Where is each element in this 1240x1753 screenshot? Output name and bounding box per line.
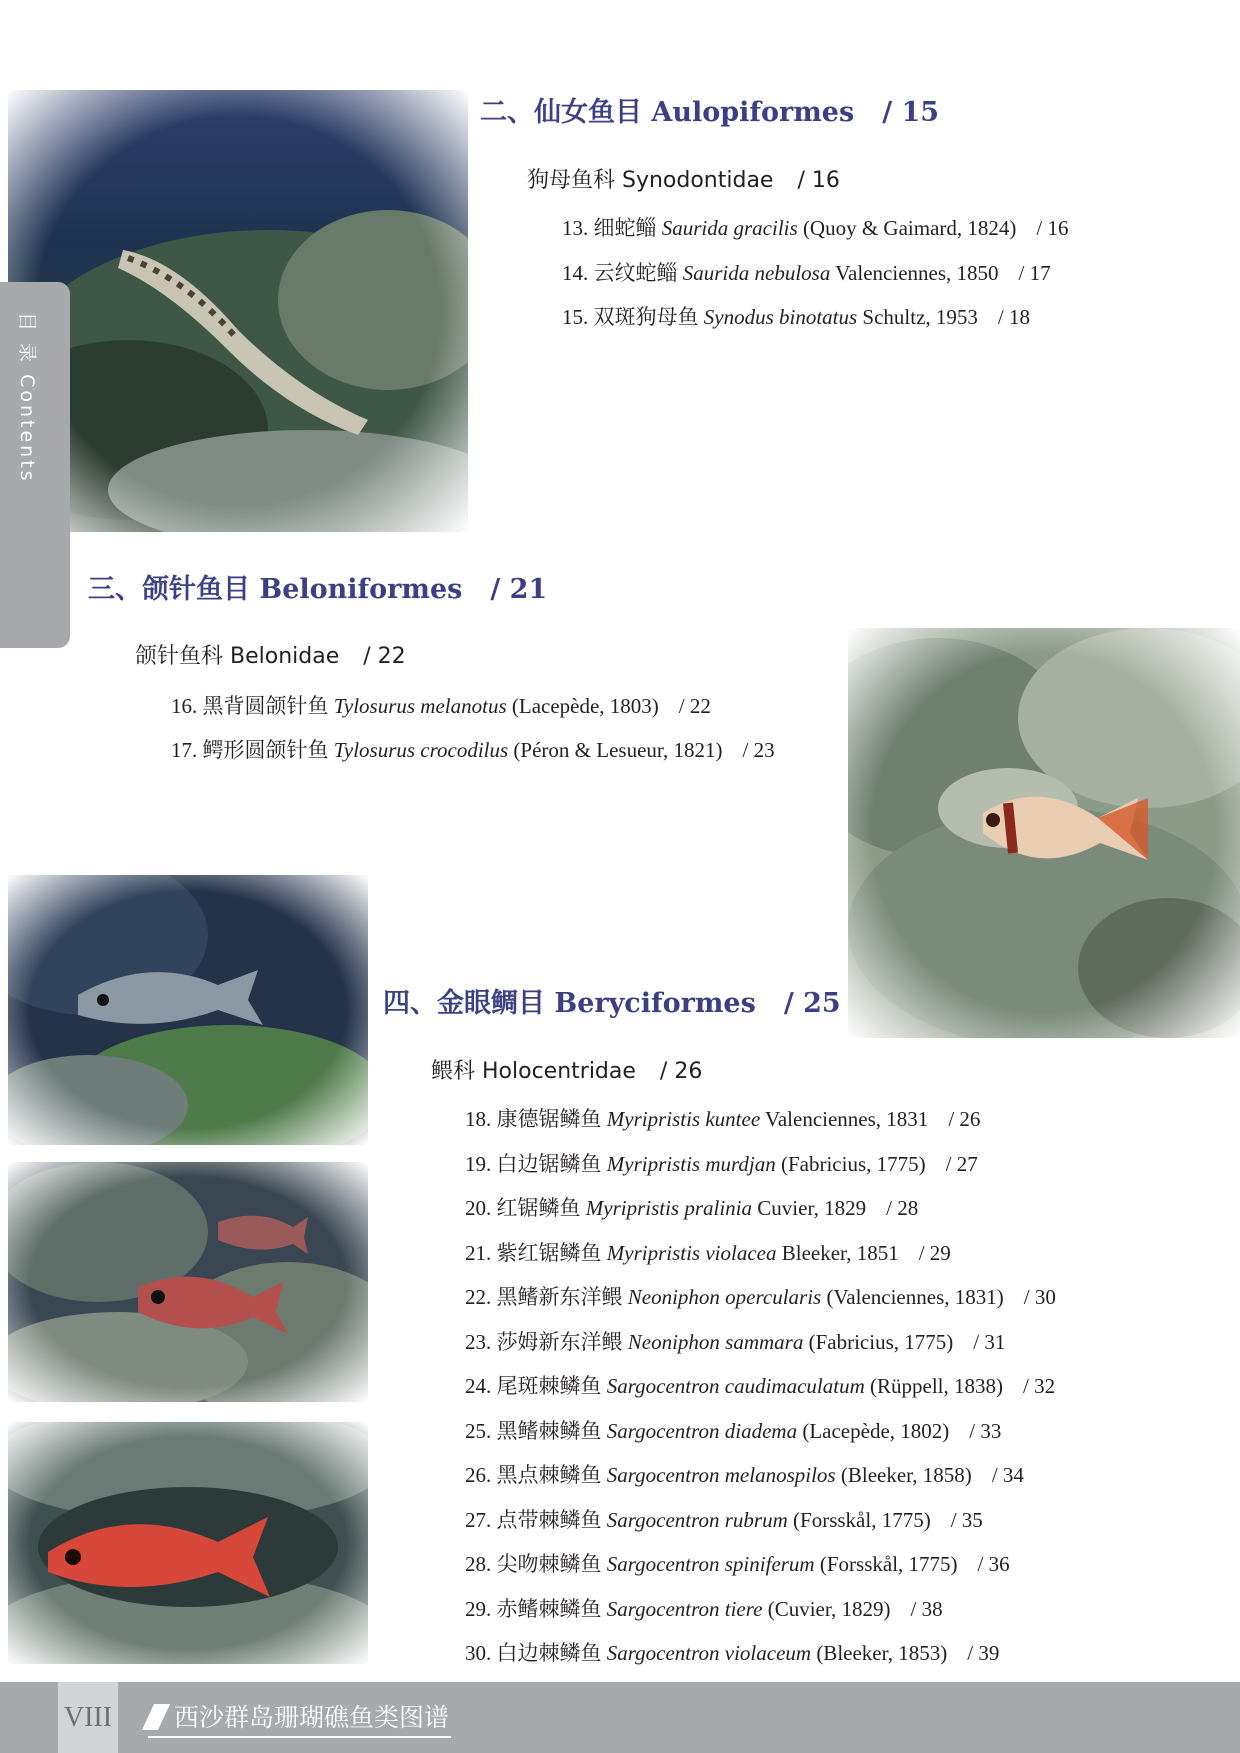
entry-authority: Valenciennes, 1831 bbox=[765, 1107, 929, 1131]
entry-scientific-name: Myripristis violacea bbox=[606, 1240, 777, 1265]
entry-number: 26. bbox=[465, 1463, 492, 1487]
toc-entry bbox=[171, 690, 711, 720]
entry-chinese-name: 云纹蛇鲻 bbox=[593, 261, 678, 285]
entry-authority: (Fabricius, 1775) bbox=[808, 1329, 954, 1354]
entry-chinese-name: 鳄形圆颌针鱼 bbox=[202, 738, 329, 762]
entry-scientific-name: Myripristis kuntee bbox=[606, 1107, 761, 1131]
entry-chinese-name: 康德锯鳞鱼 bbox=[496, 1107, 602, 1131]
entry-number: 19. bbox=[465, 1151, 492, 1176]
entry-chinese-name: 赤鳍棘鳞鱼 bbox=[496, 1596, 602, 1621]
contents-tab-label: 目 录 Contents bbox=[16, 312, 38, 484]
entry-authority: (Cuvier, 1829) bbox=[767, 1596, 891, 1621]
entry-chinese-name: 白边锯鳞鱼 bbox=[496, 1151, 602, 1176]
entry-number: 14. bbox=[562, 261, 589, 285]
toc-entry bbox=[465, 1637, 999, 1667]
toc-entry bbox=[465, 1148, 978, 1178]
slash-mark-icon bbox=[142, 1704, 170, 1730]
entry-number: 21. bbox=[465, 1240, 492, 1265]
toc-entry bbox=[171, 734, 775, 764]
entry-authority: Valenciennes, 1850 bbox=[835, 261, 999, 285]
toc-entry bbox=[465, 1237, 951, 1267]
entry-page: / 35 bbox=[950, 1507, 983, 1532]
toc-entry bbox=[562, 257, 1051, 287]
entry-page: / 18 bbox=[997, 305, 1031, 329]
entry-scientific-name: Tylosurus melanotus bbox=[333, 694, 507, 718]
family-heading-holocentridae bbox=[431, 1054, 702, 1085]
entry-page: / 17 bbox=[1018, 261, 1051, 285]
order-title: 二、仙女鱼目 Aulopiformes bbox=[480, 97, 855, 128]
toc-entry bbox=[562, 301, 1030, 331]
toc-entry bbox=[465, 1548, 1010, 1578]
toc-entry bbox=[465, 1459, 1024, 1489]
entry-page: / 23 bbox=[742, 738, 775, 762]
entry-authority: (Forsskål, 1775) bbox=[819, 1552, 958, 1576]
entry-chinese-name: 黑鳍棘鳞鱼 bbox=[496, 1418, 602, 1443]
entry-chinese-name: 尾斑棘鳞鱼 bbox=[496, 1374, 602, 1398]
folio-page-number: VIII bbox=[58, 1682, 118, 1753]
entry-page: / 39 bbox=[967, 1641, 1000, 1665]
entry-scientific-name: Sargocentron spiniferum bbox=[606, 1552, 815, 1576]
toc-entry bbox=[465, 1281, 1056, 1311]
family-page: / 16 bbox=[797, 168, 840, 193]
entry-number: 23. bbox=[465, 1329, 492, 1354]
squirrelfish-photo-3 bbox=[8, 1422, 368, 1664]
entry-scientific-name: Myripristis pralinia bbox=[585, 1196, 753, 1220]
entry-number: 13. bbox=[562, 216, 589, 240]
entry-authority: Schultz, 1953 bbox=[862, 305, 978, 329]
entry-page: / 38 bbox=[910, 1596, 943, 1621]
entry-number: 18. bbox=[465, 1107, 492, 1131]
entry-page: / 27 bbox=[945, 1151, 978, 1176]
entry-authority: (Bleeker, 1853) bbox=[816, 1641, 948, 1665]
toc-entry bbox=[465, 1415, 1001, 1445]
entry-number: 28. bbox=[465, 1552, 492, 1576]
order-page: / 21 bbox=[490, 574, 548, 605]
entry-chinese-name: 黑背圆颌针鱼 bbox=[202, 694, 329, 718]
order-heading-beloniformes bbox=[88, 567, 547, 606]
entry-scientific-name: Myripristis murdjan bbox=[606, 1151, 776, 1176]
toc-entry bbox=[465, 1370, 1055, 1400]
family-heading-belonidae bbox=[135, 639, 406, 670]
entry-authority: (Forsskål, 1775) bbox=[793, 1507, 931, 1532]
family-title: 狗母鱼科 Synodontidae bbox=[527, 168, 774, 193]
entry-chinese-name: 尖吻棘鳞鱼 bbox=[496, 1552, 602, 1576]
entry-chinese-name: 莎姆新东洋鳂 bbox=[496, 1329, 623, 1354]
entry-number: 17. bbox=[171, 738, 198, 762]
family-title: 鳂科 Holocentridae bbox=[431, 1059, 636, 1084]
entry-scientific-name: Saurida gracilis bbox=[661, 216, 798, 240]
entry-number: 15. bbox=[562, 305, 589, 329]
toc-entry bbox=[562, 212, 1069, 242]
entry-authority: (Valenciennes, 1831) bbox=[826, 1285, 1004, 1309]
entry-scientific-name: Tylosurus crocodilus bbox=[333, 738, 509, 762]
entry-page: / 31 bbox=[973, 1329, 1006, 1354]
entry-page: / 26 bbox=[948, 1107, 981, 1131]
entry-number: 29. bbox=[465, 1596, 492, 1621]
entry-page: / 33 bbox=[969, 1418, 1002, 1443]
toc-entry bbox=[465, 1192, 918, 1222]
entry-authority: Cuvier, 1829 bbox=[757, 1196, 867, 1220]
order-heading-aulopiformes bbox=[480, 90, 939, 129]
order-page: / 15 bbox=[882, 97, 940, 128]
entry-authority: (Lacepède, 1802) bbox=[802, 1418, 950, 1443]
family-page: / 26 bbox=[659, 1059, 703, 1084]
entry-chinese-name: 点带棘鳞鱼 bbox=[496, 1507, 602, 1532]
entry-scientific-name: Sargocentron melanospilos bbox=[606, 1463, 836, 1487]
toc-entry bbox=[465, 1326, 1005, 1356]
entry-number: 16. bbox=[171, 694, 198, 718]
entry-page: / 36 bbox=[977, 1552, 1010, 1576]
entry-chinese-name: 紫红锯鳞鱼 bbox=[496, 1240, 602, 1265]
entry-authority: (Rüppell, 1838) bbox=[870, 1374, 1003, 1398]
entry-number: 30. bbox=[465, 1641, 492, 1665]
entry-chinese-name: 细蛇鲻 bbox=[593, 216, 657, 240]
entry-scientific-name: Sargocentron rubrum bbox=[606, 1507, 788, 1532]
entry-scientific-name: Saurida nebulosa bbox=[682, 261, 831, 285]
entry-number: 25. bbox=[465, 1418, 492, 1443]
book-title bbox=[148, 1698, 449, 1734]
entry-authority: (Fabricius, 1775) bbox=[780, 1151, 926, 1176]
toc-entry bbox=[465, 1504, 983, 1534]
entry-number: 22. bbox=[465, 1285, 492, 1309]
entry-authority: (Péron & Lesueur, 1821) bbox=[513, 738, 723, 762]
entry-authority: (Quoy & Gaimard, 1824) bbox=[802, 216, 1017, 240]
entry-authority: (Lacepède, 1803) bbox=[511, 694, 659, 718]
entry-chinese-name: 黑点棘鳞鱼 bbox=[496, 1463, 602, 1487]
book-title-text: 西沙群岛珊瑚礁鱼类图谱 bbox=[174, 1703, 450, 1732]
entry-page: / 28 bbox=[886, 1196, 919, 1220]
entry-chinese-name: 双斑狗母鱼 bbox=[593, 305, 699, 329]
entry-chinese-name: 白边棘鳞鱼 bbox=[496, 1641, 602, 1665]
entry-number: 24. bbox=[465, 1374, 492, 1398]
entry-scientific-name: Sargocentron diadema bbox=[606, 1418, 798, 1443]
entry-scientific-name: Sargocentron caudimaculatum bbox=[606, 1374, 865, 1398]
squirrelfish-photo-2 bbox=[8, 1162, 368, 1402]
family-title: 颌针鱼科 Belonidae bbox=[135, 644, 340, 669]
family-heading-synodontidae bbox=[527, 163, 840, 194]
entry-page: / 32 bbox=[1022, 1374, 1056, 1398]
page-footer bbox=[0, 1682, 1240, 1753]
entry-page: / 34 bbox=[991, 1463, 1024, 1487]
order-title: 四、金眼鲷目 Beryciformes bbox=[383, 988, 756, 1019]
entry-scientific-name: Neoniphon sammara bbox=[627, 1329, 804, 1354]
order-page: / 25 bbox=[783, 988, 841, 1019]
order-heading-beryciformes bbox=[383, 981, 841, 1020]
entry-scientific-name: Synodus binotatus bbox=[703, 305, 858, 329]
order-title: 三、颌针鱼目 Beloniformes bbox=[88, 574, 463, 605]
entry-chinese-name: 黑鳍新东洋鳂 bbox=[496, 1285, 623, 1309]
toc-entry bbox=[465, 1593, 943, 1623]
soldierfish-photo-right bbox=[848, 628, 1240, 1038]
entry-page: / 30 bbox=[1023, 1285, 1056, 1309]
lizardfish-photo bbox=[8, 90, 468, 532]
entry-page: / 29 bbox=[918, 1240, 951, 1265]
squirrelfish-photo-1 bbox=[8, 875, 368, 1145]
entry-number: 20. bbox=[465, 1196, 492, 1220]
family-page: / 22 bbox=[363, 644, 406, 669]
entry-page: / 22 bbox=[678, 694, 711, 718]
entry-chinese-name: 红锯鳞鱼 bbox=[496, 1196, 581, 1220]
title-underline bbox=[148, 1736, 451, 1738]
toc-entry bbox=[465, 1103, 980, 1133]
entry-authority: Bleeker, 1851 bbox=[781, 1240, 899, 1265]
entry-authority: (Bleeker, 1858) bbox=[840, 1463, 972, 1487]
entry-scientific-name: Sargocentron violaceum bbox=[606, 1641, 812, 1665]
entry-number: 27. bbox=[465, 1507, 492, 1532]
entry-scientific-name: Sargocentron tiere bbox=[606, 1596, 763, 1621]
entry-scientific-name: Neoniphon opercularis bbox=[627, 1285, 822, 1309]
entry-page: / 16 bbox=[1036, 216, 1069, 240]
contents-side-tab bbox=[0, 282, 70, 648]
